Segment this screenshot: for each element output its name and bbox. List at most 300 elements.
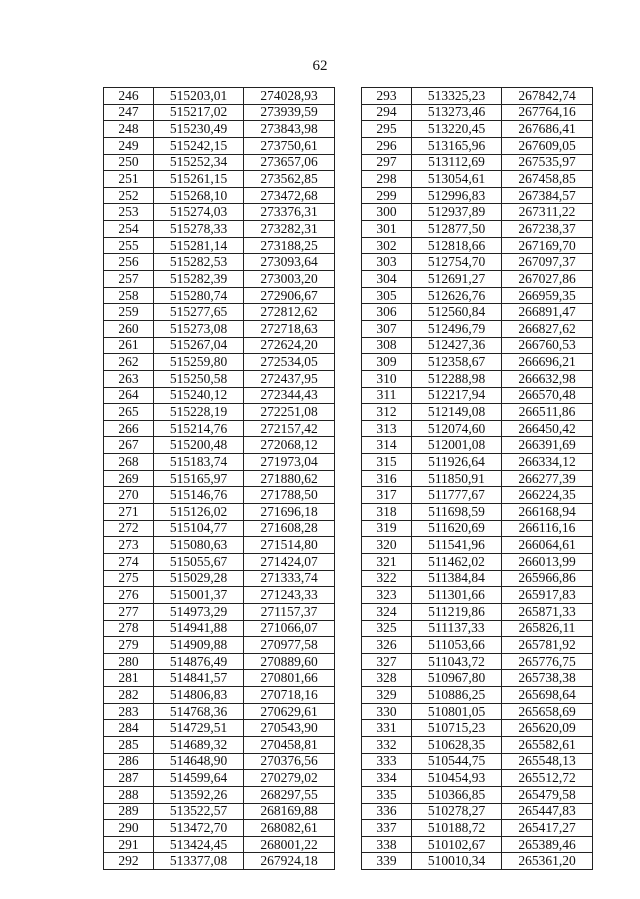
x-coordinate-cell: 515282,39: [154, 271, 244, 288]
table-row: [362, 520, 593, 537]
point-number-cell: 316: [362, 470, 412, 487]
point-number-cell: 303: [362, 254, 412, 271]
x-coordinate-cell: 515230,49: [154, 121, 244, 138]
point-number-cell: 328: [362, 670, 412, 687]
point-number-cell: 308: [362, 337, 412, 354]
x-coordinate-cell: 512560,84: [412, 304, 502, 321]
y-coordinate-cell: 265620,09: [502, 720, 593, 737]
point-number-cell: 259: [104, 304, 154, 321]
x-coordinate-cell: 510102,67: [412, 836, 502, 853]
point-number-cell: 292: [104, 853, 154, 870]
x-coordinate-cell: 513522,57: [154, 803, 244, 820]
x-coordinate-cell: 513165,96: [412, 137, 502, 154]
table-row: [362, 753, 593, 770]
point-number-cell: 295: [362, 121, 412, 138]
table-row: [104, 720, 335, 737]
page-number: 62: [312, 58, 328, 74]
table-row: [362, 587, 593, 604]
table-row: [104, 820, 335, 837]
x-coordinate-cell: 515261,15: [154, 171, 244, 188]
x-coordinate-cell: 515183,74: [154, 454, 244, 471]
point-number-cell: 269: [104, 470, 154, 487]
y-coordinate-cell: 267686,41: [502, 121, 593, 138]
table-row: [104, 437, 335, 454]
y-coordinate-cell: 272344,43: [244, 387, 335, 404]
table-row: [362, 437, 593, 454]
table-row: [362, 187, 593, 204]
y-coordinate-cell: 265361,20: [502, 853, 593, 870]
y-coordinate-cell: 271333,74: [244, 570, 335, 587]
y-coordinate-cell: 271880,62: [244, 470, 335, 487]
point-number-cell: 317: [362, 487, 412, 504]
x-coordinate-cell: 515165,97: [154, 470, 244, 487]
table-row: [362, 104, 593, 121]
y-coordinate-cell: 270977,58: [244, 637, 335, 654]
x-coordinate-cell: 511541,96: [412, 537, 502, 554]
y-coordinate-cell: 270629,61: [244, 703, 335, 720]
table-row: [104, 121, 335, 138]
table-row: [362, 820, 593, 837]
y-coordinate-cell: 267764,16: [502, 104, 593, 121]
point-number-cell: 331: [362, 720, 412, 737]
x-coordinate-cell: 515228,19: [154, 404, 244, 421]
table-row: [362, 620, 593, 637]
point-number-cell: 296: [362, 137, 412, 154]
y-coordinate-cell: 271157,37: [244, 603, 335, 620]
x-coordinate-cell: 510278,27: [412, 803, 502, 820]
table-row: [362, 171, 593, 188]
table-row: [104, 670, 335, 687]
table-row: [104, 354, 335, 371]
point-number-cell: 332: [362, 736, 412, 753]
table-row: [362, 137, 593, 154]
table-row: [362, 687, 593, 704]
y-coordinate-cell: 266277,39: [502, 470, 593, 487]
x-coordinate-cell: 515277,65: [154, 304, 244, 321]
x-coordinate-cell: 515268,10: [154, 187, 244, 204]
table-row: [104, 304, 335, 321]
point-number-cell: 320: [362, 537, 412, 554]
table-row: [362, 204, 593, 221]
x-coordinate-cell: 513472,70: [154, 820, 244, 837]
x-coordinate-cell: 512877,50: [412, 221, 502, 238]
table-row: [362, 537, 593, 554]
y-coordinate-cell: 266511,86: [502, 404, 593, 421]
point-number-cell: 327: [362, 653, 412, 670]
point-number-cell: 301: [362, 221, 412, 238]
y-coordinate-cell: 265781,92: [502, 637, 593, 654]
table-row: [362, 803, 593, 820]
y-coordinate-cell: 267842,74: [502, 88, 593, 105]
y-coordinate-cell: 266827,62: [502, 320, 593, 337]
y-coordinate-cell: 267027,86: [502, 271, 593, 288]
point-number-cell: 264: [104, 387, 154, 404]
x-coordinate-cell: 511926,64: [412, 454, 502, 471]
table-row: [104, 853, 335, 870]
point-number-cell: 311: [362, 387, 412, 404]
point-number-cell: 306: [362, 304, 412, 321]
y-coordinate-cell: 274028,93: [244, 88, 335, 105]
table-row: [104, 204, 335, 221]
x-coordinate-cell: 512626,76: [412, 287, 502, 304]
point-number-cell: 282: [104, 687, 154, 704]
table-row: [104, 736, 335, 753]
point-number-cell: 300: [362, 204, 412, 221]
table-row: [362, 404, 593, 421]
x-coordinate-cell: 515240,12: [154, 387, 244, 404]
table-row: [362, 603, 593, 620]
x-coordinate-cell: 515250,58: [154, 370, 244, 387]
y-coordinate-cell: 267458,85: [502, 171, 593, 188]
point-number-cell: 338: [362, 836, 412, 853]
y-coordinate-cell: 266334,12: [502, 454, 593, 471]
point-number-cell: 257: [104, 271, 154, 288]
point-number-cell: 293: [362, 88, 412, 105]
point-number-cell: 334: [362, 770, 412, 787]
table-row: [104, 137, 335, 154]
y-coordinate-cell: 270718,16: [244, 687, 335, 704]
y-coordinate-cell: 270279,02: [244, 770, 335, 787]
y-coordinate-cell: 265826,11: [502, 620, 593, 637]
table-row: [104, 836, 335, 853]
point-number-cell: 263: [104, 370, 154, 387]
x-coordinate-cell: 515200,48: [154, 437, 244, 454]
x-coordinate-cell: 513273,46: [412, 104, 502, 121]
point-number-cell: 255: [104, 237, 154, 254]
y-coordinate-cell: 268297,55: [244, 786, 335, 803]
table-row: [362, 570, 593, 587]
y-coordinate-cell: 272251,08: [244, 404, 335, 421]
x-coordinate-cell: 512358,67: [412, 354, 502, 371]
table-row: [104, 171, 335, 188]
table-row: [362, 703, 593, 720]
x-coordinate-cell: 511219,86: [412, 603, 502, 620]
y-coordinate-cell: 265698,64: [502, 687, 593, 704]
x-coordinate-cell: 512288,98: [412, 370, 502, 387]
y-coordinate-cell: 265917,83: [502, 587, 593, 604]
table-row: [362, 221, 593, 238]
x-coordinate-cell: 515252,34: [154, 154, 244, 171]
x-coordinate-cell: 511137,33: [412, 620, 502, 637]
x-coordinate-cell: 512496,79: [412, 320, 502, 337]
y-coordinate-cell: 268001,22: [244, 836, 335, 853]
table-row: [362, 454, 593, 471]
table-row: [362, 836, 593, 853]
y-coordinate-cell: 265776,75: [502, 653, 593, 670]
table-row: [104, 703, 335, 720]
x-coordinate-cell: 511620,69: [412, 520, 502, 537]
table-row: [362, 354, 593, 371]
x-coordinate-cell: 513112,69: [412, 154, 502, 171]
point-number-cell: 267: [104, 437, 154, 454]
y-coordinate-cell: 272157,42: [244, 420, 335, 437]
x-coordinate-cell: 511850,91: [412, 470, 502, 487]
y-coordinate-cell: 265658,69: [502, 703, 593, 720]
point-number-cell: 286: [104, 753, 154, 770]
x-coordinate-cell: 512001,08: [412, 437, 502, 454]
x-coordinate-cell: 512074,60: [412, 420, 502, 437]
y-coordinate-cell: 272624,20: [244, 337, 335, 354]
table-row: [362, 487, 593, 504]
table-row: [362, 470, 593, 487]
y-coordinate-cell: 266450,42: [502, 420, 593, 437]
point-number-cell: 297: [362, 154, 412, 171]
y-coordinate-cell: 271608,28: [244, 520, 335, 537]
x-coordinate-cell: 510628,35: [412, 736, 502, 753]
table-row: [362, 653, 593, 670]
y-coordinate-cell: 273376,31: [244, 204, 335, 221]
y-coordinate-cell: 266959,35: [502, 287, 593, 304]
point-number-cell: 322: [362, 570, 412, 587]
y-coordinate-cell: 271696,18: [244, 504, 335, 521]
table-row: [104, 287, 335, 304]
x-coordinate-cell: 515029,28: [154, 570, 244, 587]
table-row: [362, 287, 593, 304]
y-coordinate-cell: 271066,07: [244, 620, 335, 637]
x-coordinate-cell: 514806,83: [154, 687, 244, 704]
x-coordinate-cell: 510366,85: [412, 786, 502, 803]
point-number-cell: 298: [362, 171, 412, 188]
table-row: [104, 587, 335, 604]
y-coordinate-cell: 265417,27: [502, 820, 593, 837]
table-row: [104, 470, 335, 487]
y-coordinate-cell: 267384,57: [502, 187, 593, 204]
y-coordinate-cell: 270458,81: [244, 736, 335, 753]
table-row: [104, 770, 335, 787]
x-coordinate-cell: 515203,01: [154, 88, 244, 105]
point-number-cell: 307: [362, 320, 412, 337]
table-row: [362, 853, 593, 870]
point-number-cell: 329: [362, 687, 412, 704]
y-coordinate-cell: 271973,04: [244, 454, 335, 471]
point-number-cell: 325: [362, 620, 412, 637]
x-coordinate-cell: 515126,02: [154, 504, 244, 521]
table-row: [104, 520, 335, 537]
table-row: [104, 803, 335, 820]
table-row: [104, 337, 335, 354]
y-coordinate-cell: 272534,05: [244, 354, 335, 371]
table-row: [104, 753, 335, 770]
y-coordinate-cell: 265447,83: [502, 803, 593, 820]
x-coordinate-cell: 515282,53: [154, 254, 244, 271]
y-coordinate-cell: 271243,33: [244, 587, 335, 604]
y-coordinate-cell: 266168,94: [502, 504, 593, 521]
x-coordinate-cell: 513592,26: [154, 786, 244, 803]
x-coordinate-cell: 513424,45: [154, 836, 244, 853]
x-coordinate-cell: 514599,64: [154, 770, 244, 787]
y-coordinate-cell: 266064,61: [502, 537, 593, 554]
x-coordinate-cell: 514841,57: [154, 670, 244, 687]
point-number-cell: 277: [104, 603, 154, 620]
table-row: [362, 786, 593, 803]
x-coordinate-cell: 512818,66: [412, 237, 502, 254]
point-number-cell: 280: [104, 653, 154, 670]
x-coordinate-cell: 514973,29: [154, 603, 244, 620]
point-number-cell: 274: [104, 553, 154, 570]
x-coordinate-cell: 514729,51: [154, 720, 244, 737]
x-coordinate-cell: 513377,08: [154, 853, 244, 870]
y-coordinate-cell: 271514,80: [244, 537, 335, 554]
y-coordinate-cell: 267169,70: [502, 237, 593, 254]
table-row: [362, 237, 593, 254]
point-number-cell: 305: [362, 287, 412, 304]
table-row: [362, 553, 593, 570]
point-number-cell: 251: [104, 171, 154, 188]
x-coordinate-cell: 514768,36: [154, 703, 244, 720]
table-row: [362, 370, 593, 387]
x-coordinate-cell: 511301,66: [412, 587, 502, 604]
point-number-cell: 270: [104, 487, 154, 504]
point-number-cell: 283: [104, 703, 154, 720]
coordinates-table-body: [104, 88, 335, 870]
y-coordinate-cell: 272068,12: [244, 437, 335, 454]
x-coordinate-cell: 515267,04: [154, 337, 244, 354]
y-coordinate-cell: 273750,61: [244, 137, 335, 154]
y-coordinate-cell: 273093,64: [244, 254, 335, 271]
y-coordinate-cell: 268082,61: [244, 820, 335, 837]
x-coordinate-cell: 515280,74: [154, 287, 244, 304]
y-coordinate-cell: 271424,07: [244, 553, 335, 570]
y-coordinate-cell: 267097,37: [502, 254, 593, 271]
table-row: [362, 304, 593, 321]
x-coordinate-cell: 510967,80: [412, 670, 502, 687]
x-coordinate-cell: 512937,89: [412, 204, 502, 221]
y-coordinate-cell: 272906,67: [244, 287, 335, 304]
y-coordinate-cell: 265548,13: [502, 753, 593, 770]
y-coordinate-cell: 266632,98: [502, 370, 593, 387]
point-number-cell: 302: [362, 237, 412, 254]
point-number-cell: 273: [104, 537, 154, 554]
y-coordinate-cell: 273939,59: [244, 104, 335, 121]
point-number-cell: 258: [104, 287, 154, 304]
point-number-cell: 279: [104, 637, 154, 654]
table-row: [362, 154, 593, 171]
table-row: [104, 504, 335, 521]
x-coordinate-cell: 512754,70: [412, 254, 502, 271]
x-coordinate-cell: 515242,15: [154, 137, 244, 154]
table-row: [362, 271, 593, 288]
y-coordinate-cell: 265871,33: [502, 603, 593, 620]
point-number-cell: 272: [104, 520, 154, 537]
table-row: [104, 537, 335, 554]
point-number-cell: 333: [362, 753, 412, 770]
point-number-cell: 290: [104, 820, 154, 837]
x-coordinate-cell: 513220,45: [412, 121, 502, 138]
point-number-cell: 289: [104, 803, 154, 820]
point-number-cell: 266: [104, 420, 154, 437]
point-number-cell: 318: [362, 504, 412, 521]
point-number-cell: 252: [104, 187, 154, 204]
point-number-cell: 339: [362, 853, 412, 870]
table-row: [362, 88, 593, 105]
point-number-cell: 294: [362, 104, 412, 121]
y-coordinate-cell: 265389,46: [502, 836, 593, 853]
x-coordinate-cell: 512427,36: [412, 337, 502, 354]
point-number-cell: 309: [362, 354, 412, 371]
point-number-cell: 284: [104, 720, 154, 737]
point-number-cell: 330: [362, 703, 412, 720]
point-number-cell: 299: [362, 187, 412, 204]
point-number-cell: 310: [362, 370, 412, 387]
table-row: [362, 504, 593, 521]
point-number-cell: 312: [362, 404, 412, 421]
x-coordinate-cell: 512691,27: [412, 271, 502, 288]
point-number-cell: 288: [104, 786, 154, 803]
table-row: [104, 237, 335, 254]
x-coordinate-cell: 511777,67: [412, 487, 502, 504]
table-row: [104, 487, 335, 504]
table-row: [362, 670, 593, 687]
y-coordinate-cell: 273843,98: [244, 121, 335, 138]
table-row: [104, 387, 335, 404]
y-coordinate-cell: 270889,60: [244, 653, 335, 670]
coordinates-table-body: [362, 88, 593, 870]
point-number-cell: 337: [362, 820, 412, 837]
point-number-cell: 275: [104, 570, 154, 587]
y-coordinate-cell: 266013,99: [502, 553, 593, 570]
point-number-cell: 323: [362, 587, 412, 604]
y-coordinate-cell: 265738,38: [502, 670, 593, 687]
table-row: [362, 736, 593, 753]
x-coordinate-cell: 511462,02: [412, 553, 502, 570]
table-row: [362, 337, 593, 354]
table-row: [104, 653, 335, 670]
x-coordinate-cell: 511698,59: [412, 504, 502, 521]
x-coordinate-cell: 515281,14: [154, 237, 244, 254]
x-coordinate-cell: 515055,67: [154, 553, 244, 570]
table-row: [104, 637, 335, 654]
table-row: [362, 121, 593, 138]
y-coordinate-cell: 265479,58: [502, 786, 593, 803]
coordinates-table-right: [361, 87, 593, 870]
point-number-cell: 285: [104, 736, 154, 753]
table-row: [104, 187, 335, 204]
point-number-cell: 250: [104, 154, 154, 171]
y-coordinate-cell: 273003,20: [244, 271, 335, 288]
x-coordinate-cell: 515273,08: [154, 320, 244, 337]
point-number-cell: 256: [104, 254, 154, 271]
y-coordinate-cell: 265582,61: [502, 736, 593, 753]
x-coordinate-cell: 511384,84: [412, 570, 502, 587]
x-coordinate-cell: 512996,83: [412, 187, 502, 204]
x-coordinate-cell: 510886,25: [412, 687, 502, 704]
point-number-cell: 335: [362, 786, 412, 803]
x-coordinate-cell: 512217,94: [412, 387, 502, 404]
x-coordinate-cell: 515278,33: [154, 221, 244, 238]
table-row: [104, 104, 335, 121]
y-coordinate-cell: 273657,06: [244, 154, 335, 171]
table-row: [104, 154, 335, 171]
point-number-cell: 324: [362, 603, 412, 620]
coordinates-table-left: [103, 87, 335, 870]
table-row: [104, 221, 335, 238]
table-row: [104, 570, 335, 587]
table-row: [104, 88, 335, 105]
y-coordinate-cell: 273472,68: [244, 187, 335, 204]
y-coordinate-cell: 271788,50: [244, 487, 335, 504]
table-row: [362, 387, 593, 404]
x-coordinate-cell: 514876,49: [154, 653, 244, 670]
x-coordinate-cell: 514909,88: [154, 637, 244, 654]
point-number-cell: 249: [104, 137, 154, 154]
table-row: [104, 454, 335, 471]
table-row: [104, 254, 335, 271]
point-number-cell: 336: [362, 803, 412, 820]
y-coordinate-cell: 266760,53: [502, 337, 593, 354]
y-coordinate-cell: 266116,16: [502, 520, 593, 537]
point-number-cell: 321: [362, 553, 412, 570]
table-row: [104, 320, 335, 337]
